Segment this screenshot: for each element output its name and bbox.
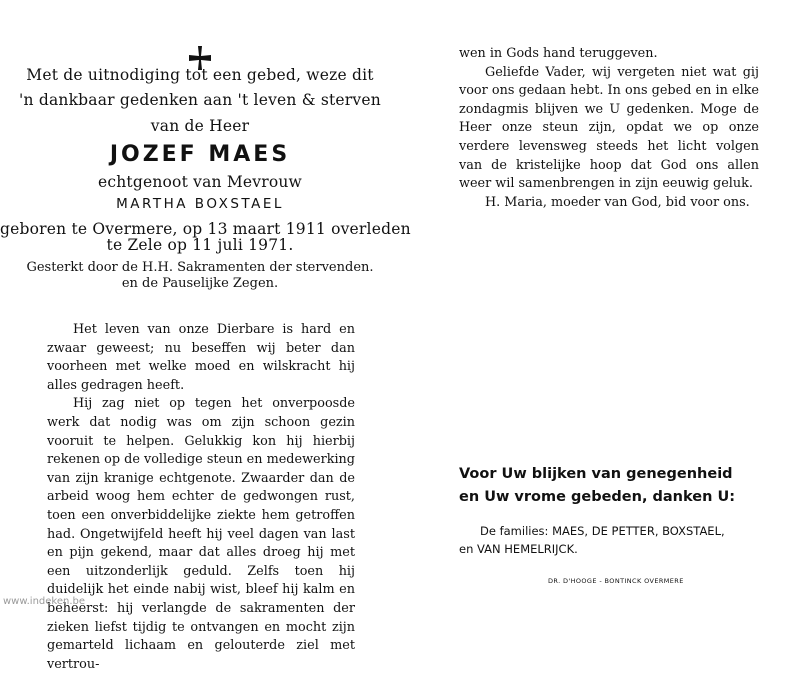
- right-body-text: [459, 45, 759, 212]
- printer-credit: DR. D'HOOGE - BONTINCK OVERMERE: [548, 577, 684, 585]
- intro-line-1: Met de uitnodiging tot een gebed, weze dit: [26, 66, 374, 84]
- intro-line-3: van de Heer: [150, 117, 250, 135]
- watermark: www.indeken.be: [3, 596, 86, 607]
- death-line: te Zele op 11 juli 1971.: [106, 236, 294, 254]
- thanks-line-2: en Uw vrome gebeden, danken U:: [459, 489, 736, 505]
- deceased-name: JOZEF MAES: [109, 142, 291, 167]
- paragraph: H. Maria, moeder van God, bid voor ons.: [485, 194, 750, 210]
- families-line-2: en VAN HEMELRIJCK.: [459, 542, 578, 556]
- spouse-intro: echtgenoot van Mevrouw: [97, 173, 303, 191]
- left-body-text: [47, 321, 355, 674]
- paragraph: Geliefde Vader, wij vergeten niet wat gij voor ons gedaan hebt. In ons gebed en in elke zondagmis blijven we U gedenken. Moge de Heer onze steun zijn, opdat we op onze verdere levensweg steeds het licht volgen van de kristelijke hoop dat God ons allen weer wil samenbrengen in zijn eeuwig geluk.: [459, 64, 759, 192]
- thanks-line-1: Voor Uw blijken van genegenheid: [459, 466, 733, 482]
- families-line-1: De families: MAES, DE PETTER, BOXSTAEL,: [480, 524, 725, 538]
- intro-line-2: 'n dankbaar gedenken aan 't leven & sterven: [19, 91, 381, 109]
- paragraph: Hij zag niet op tegen het onverpoosde werk dat nodig was om zijn schoon gezin vooruit te helpen. Gelukkig kon hij hierbij rekenen op de volledige steun en medewerking van zijn kranige echtgenote. Zwaarder dan de arbeid woog hem echter de gedwongen rust, toen een onverbiddelijke ziekte hem getroffen had. Ongetwijfeld heeft hij veel dagen van last en pijn gekend, maar dat alles droeg hij met een uitzonderlijk geduld. Zelfs toen hij duidelijk het einde nabij wist, bleef hij kalm en beheerst: hij verlangde de sakramenten der zieken liefst tijdig te ontvangen en mocht zijn gemarteld lichaam en gelouterde ziel met vertrou-: [47, 396, 355, 672]
- paragraph: wen in Gods hand teruggeven.: [459, 46, 658, 61]
- paragraph: Het leven van onze Dierbare is hard en zwaar geweest; nu beseffen wij beter dan voorheen met welke moed en wilskracht hij alles gedragen heeft.: [47, 322, 355, 393]
- sacrament-line-1: Gesterkt door de H.H. Sakramenten der stervenden.: [26, 260, 374, 275]
- spouse-name: MARTHA BOXSTAEL: [116, 196, 284, 212]
- sacrament-line-2: en de Pauselijke Zegen.: [121, 276, 279, 291]
- birth-line: geboren te Overmere, op 13 maart 1911 overleden: [0, 220, 411, 238]
